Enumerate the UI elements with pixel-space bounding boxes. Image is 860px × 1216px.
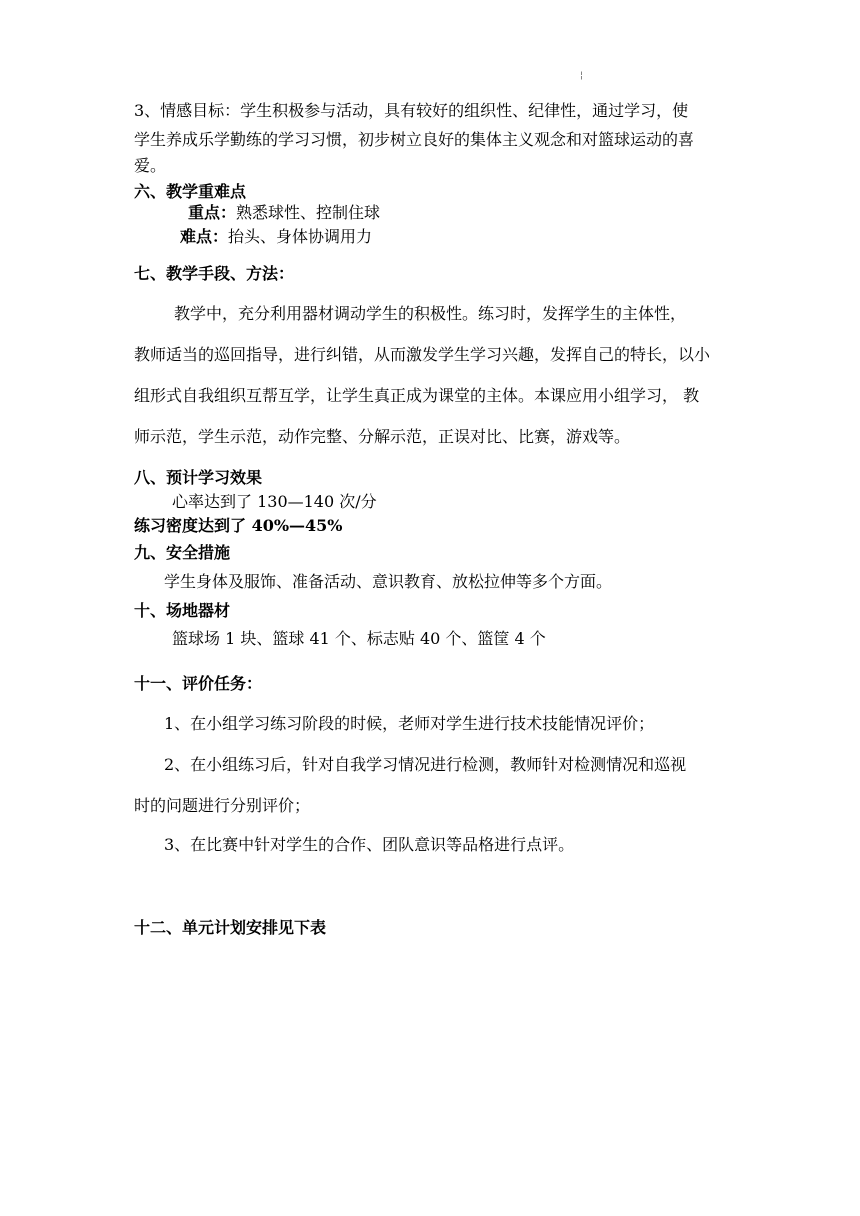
section-12-title: 十二、单元计划安排见下表 [134,918,327,937]
section-11-title: 十一、评价任务： [134,674,263,693]
affective-goal-line-3: 爱。 [134,156,167,175]
section-7-title: 七、教学手段、方法： [134,264,295,283]
key-point-text: 熟悉球性、控制住球 [236,203,381,222]
safety-text: 学生身体及服饰、准备活动、意识教育、放松拉伸等多个方面。 [164,572,613,591]
equipment-text: 篮球场 1 块、篮球 41 个、标志贴 40 个、篮筐 4 个 [172,629,546,648]
difficulty-text: 抬头、身体协调用力 [228,227,373,246]
key-point-line [188,205,380,221]
section-9-title: 九、安全措施 [134,543,231,562]
key-point-label: 重点： [188,203,237,222]
methods-line-3: 组形式自我组织互帮互学，让学生真正成为课堂的主体。本课应用小组学习， 教 [134,386,700,405]
evaluation-task-3: 3、在比赛中针对学生的合作、团队意识等品格进行点评。 [164,835,575,854]
methods-line-4: 师示范，学生示范，动作完整、分解示范，正误对比、比赛，游戏等。 [134,427,631,446]
difficulty-line [180,229,372,245]
affective-goal-line-1: 3、情感目标：学生积极参与活动，具有较好的组织性、纪律性，通过学习，使 [134,101,689,120]
page-marker: ¦ [580,71,584,81]
affective-goal-line-2: 学生养成乐学勤练的学习习惯，初步树立良好的集体主义观念和对篮球运动的喜 [134,130,695,149]
section-8-title: 八、预计学习效果 [134,468,263,487]
section-10-title: 十、场地器材 [134,601,231,620]
evaluation-task-2-line-1: 2、在小组练习后，针对自我学习情况进行检测，教师针对检测情况和巡视 [164,755,687,774]
evaluation-task-1: 1、在小组学习练习阶段的时候，老师对学生进行技术技能情况评价； [164,714,655,733]
methods-line-1: 教学中，充分利用器材调动学生的积极性。练习时，发挥学生的主体性， [174,304,687,323]
section-6-title: 六、教学重难点 [134,182,247,201]
density-text: 练习密度达到了 40%—45% [134,516,343,535]
methods-line-2: 教师适当的巡回指导，进行纠错，从而激发学生学习兴趣，发挥自己的特长，以小 [134,345,711,364]
evaluation-task-2-line-2: 时的问题进行分别评价； [134,796,311,815]
difficulty-label: 难点： [180,227,229,246]
heart-rate-text: 心率达到了 130—140 次/分 [172,492,377,511]
